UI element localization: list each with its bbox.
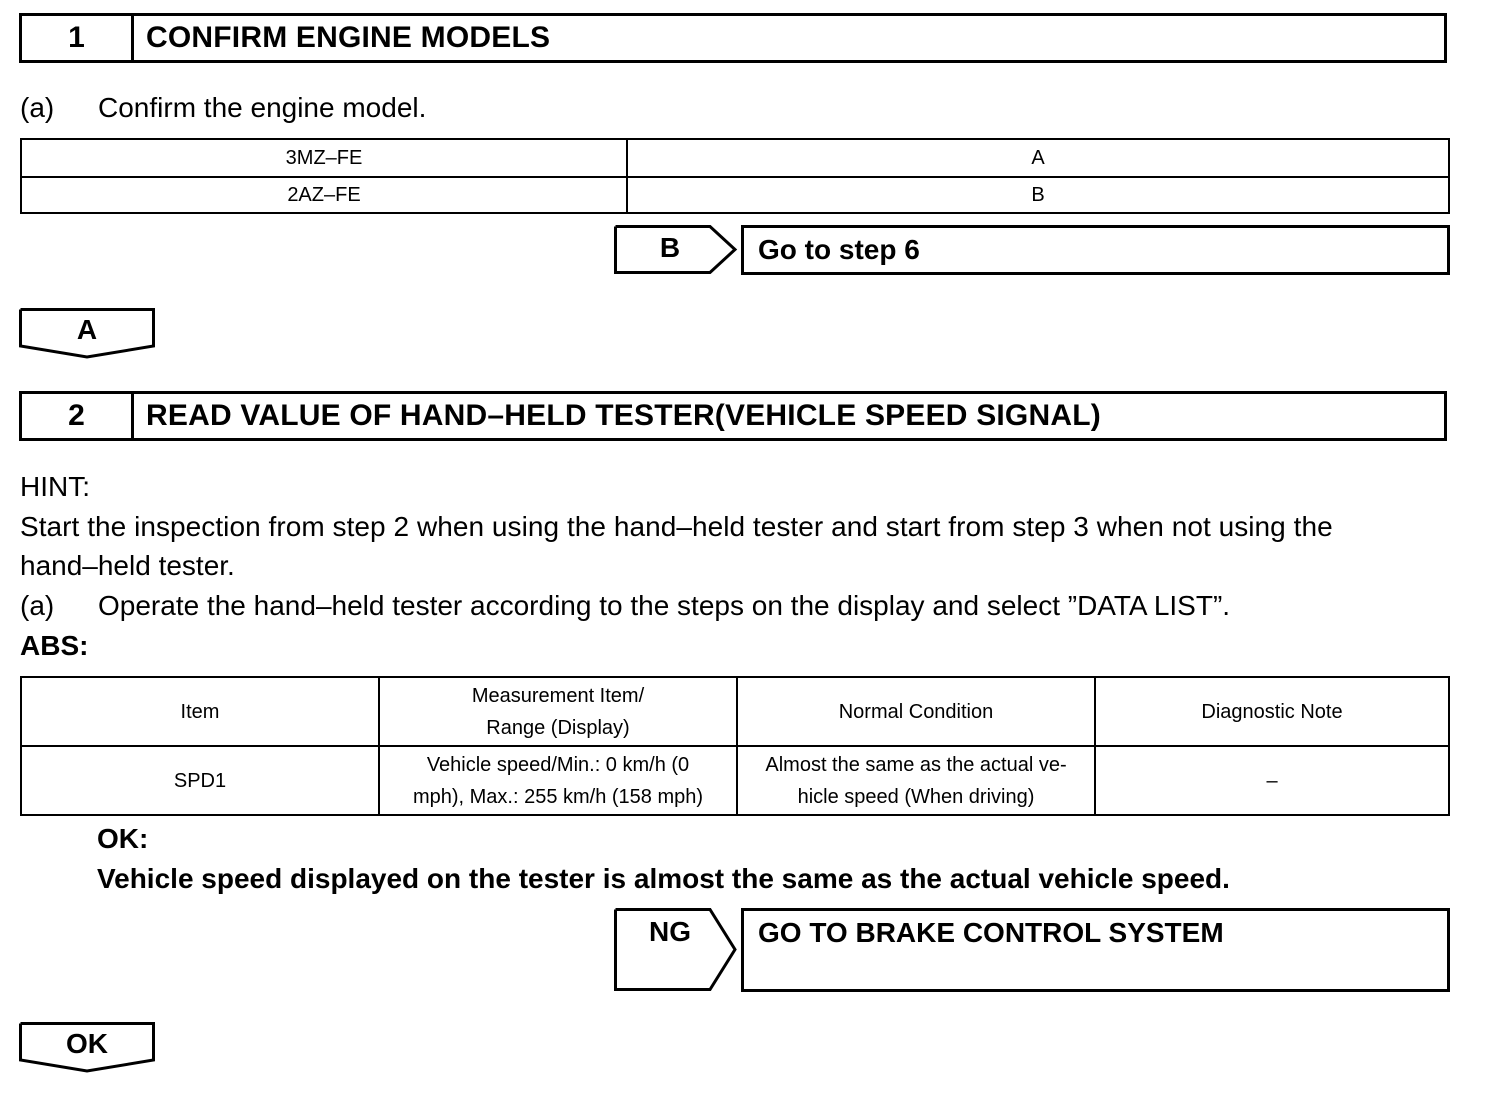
step-2-instruction-text: Operate the hand–held tester according to the steps on the display and select ”DATA LIST”. [98,590,1231,621]
row-normal-line-1: Almost the same as the actual ve- [765,753,1067,776]
row-normal-condition [737,746,1095,815]
abs-label: ABS: [20,630,89,661]
row-normal-line-2: hicle speed (When driving) [797,785,1035,808]
step-1-number: 1 [22,16,134,60]
table-header-row [21,677,1449,746]
header-normal-condition: Normal Condition [737,677,1095,746]
header-diagnostic-note: Diagnostic Note [1095,677,1449,746]
ok-label: OK: [97,823,149,854]
step-1-instruction [20,92,426,124]
step-1-instruction-label: (a) [20,92,55,123]
hint-label: HINT: [20,471,90,502]
engine-result-cell: A [627,139,1449,177]
step-2-header [19,391,1447,441]
table-row [21,177,1449,213]
branch-b-label: B [659,232,681,263]
step-1-instruction-text: Confirm the engine model. [98,92,427,123]
header-measurement-line-2: Range (Display) [486,716,630,739]
branch-ng-label: NG [649,916,691,947]
step-2-title: READ VALUE OF HAND–HELD TESTER(VEHICLE SPEED SIGNAL) [146,399,1101,432]
step-2-instruction [20,590,1230,622]
ok-text: Vehicle speed displayed on the tester is almost the same as the actual vehicle speed. [97,863,1230,894]
branch-ng-result: GO TO BRAKE CONTROL SYSTEM [741,908,1450,992]
continue-ok-label: OK [66,1028,108,1059]
table-row [21,746,1449,815]
table-row [21,139,1449,177]
data-list-table [20,676,1450,816]
engine-model-table [20,138,1450,214]
header-measurement-line-1: Measurement Item/ [471,684,645,707]
row-measurement-line-2: mph), Max.: 255 km/h (158 mph) [412,785,704,808]
hint-line-1: Start the inspection from step 2 when using the hand–held tester and start from step 3 when not using the [20,511,1333,542]
step-2-instruction-label: (a) [20,590,55,621]
row-item: SPD1 [21,746,379,815]
step-1-title: CONFIRM ENGINE MODELS [146,21,551,54]
header-measurement [379,677,737,746]
header-item: Item [21,677,379,746]
step-2-number: 2 [22,394,134,438]
row-diagnostic-note: – [1095,746,1449,815]
engine-result-cell: B [627,177,1449,213]
engine-model-cell: 3MZ–FE [21,139,627,177]
branch-b-result: Go to step 6 [741,225,1450,275]
engine-model-cell: 2AZ–FE [21,177,627,213]
hint-line-2: hand–held tester. [20,550,235,581]
row-measurement-line-1: Vehicle speed/Min.: 0 km/h (0 [426,753,690,776]
row-measurement [379,746,737,815]
step-1-header [19,13,1447,63]
continue-a-label: A [76,314,98,345]
